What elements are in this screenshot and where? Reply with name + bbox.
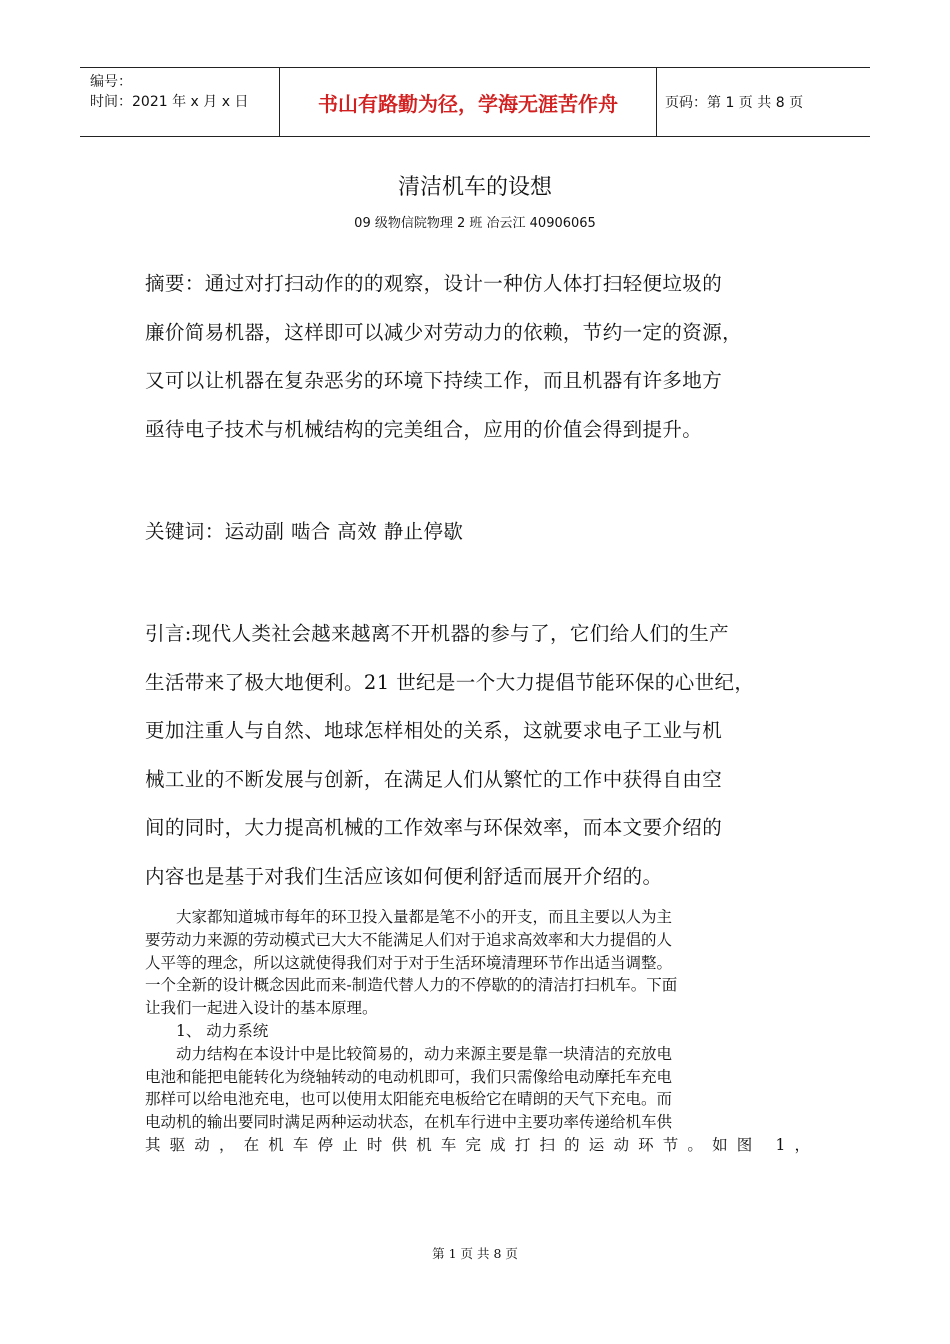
intro-line: 更加注重人与自然、地球怎样相处的关系，这就要求电子工业与机 — [145, 719, 723, 742]
paragraph-line: 要劳动力来源的劳动模式已大大不能满足人们对于追求高效率和大力提倡的人 — [145, 930, 673, 949]
header-table — [80, 67, 870, 137]
number-label: 编号： — [90, 74, 132, 90]
document-title: 清洁机车的设想 — [397, 175, 552, 200]
introduction — [145, 610, 810, 901]
paragraph-line: 人平等的理念，所以这就使得我们对于对于生活环境清理环节作出适当调整。 — [145, 953, 673, 972]
paragraph-line: 大家都知道城市每年的环卫投入量都是笔不小的开支，而且主要以人为主 — [176, 908, 673, 926]
keywords — [145, 508, 810, 557]
paragraph-line: 电池和能把电能转化为绕轴转动的电动机即可，我们只需像给电动摩托车充电 — [145, 1067, 673, 1086]
abstract-line: 亟待电子技术与机械结构的完美组合，应用的价值会得到提升。 — [145, 417, 703, 441]
header-page-info: 页码：第 1 页 共 8 页 — [665, 95, 804, 111]
header-meta — [80, 68, 280, 136]
paragraph-line: 电动机的输出要同时满足两种运动状态，在机车行进中主要功率传递给机车供 — [145, 1113, 673, 1132]
paragraph-line: 让我们一起进入设计的基本原理。 — [145, 999, 378, 1018]
header-motto: 书山有路勤为径，学海无涯苦作舟 — [280, 68, 657, 136]
author-line: 09 级物信院物理 2 班 冶云江 40906065 — [354, 216, 596, 231]
abstract — [145, 260, 810, 454]
intro-line: 内容也是基于对我们生活应该如何便利舒适而展开介绍的。 — [145, 864, 663, 888]
keywords-line: 关键词：运动副 啮合 高效 静止停歇 — [145, 520, 464, 543]
paragraph-line: 动力结构在本设计中是比较简易的，动力来源主要是靠一块清洁的充放电 — [176, 1044, 673, 1063]
paragraph-line: 其驱动，在机车停止时供机车完成打扫的运动环节。如图 1， — [145, 1135, 810, 1154]
abstract-line: 摘要：通过对打扫动作的的观察，设计一种仿人体打扫轻便垃圾的 — [145, 272, 723, 295]
intro-line: 引言:现代人类社会越来越离不开机器的参与了，它们给人们的生产 — [145, 622, 730, 645]
paragraph-line: 一个全新的设计概念因此而来-制造代替人力的不停歇的的清洁打扫机车。下面 — [145, 976, 678, 995]
intro-line: 生活带来了极大地便利。21 世纪是一个大力提倡节能环保的心世纪， — [145, 670, 755, 694]
paragraph-line: 那样可以给电池充电，也可以使用太阳能充电板给它在晴朗的天气下充电。而 — [145, 1090, 673, 1109]
abstract-line: 又可以让机器在复杂恶劣的环境下持续工作，而且机器有许多地方 — [145, 369, 723, 392]
time-label: 时间：2021 年 x 月 x 日 — [90, 94, 249, 110]
section-heading: 1、 动力系统 — [176, 1021, 269, 1040]
intro-line: 间的同时，大力提高机械的工作效率与环保效率，而本文要介绍的 — [145, 816, 723, 839]
body-paragraph-1 — [145, 906, 810, 1157]
intro-line: 械工业的不断发展与创新，在满足人们从繁忙的工作中获得自由空 — [145, 767, 723, 791]
abstract-line: 廉价简易机器，这样即可以减少对劳动力的依赖，节约一定的资源， — [145, 320, 743, 344]
page-footer: 第 1 页 共 8 页 — [432, 1246, 518, 1261]
